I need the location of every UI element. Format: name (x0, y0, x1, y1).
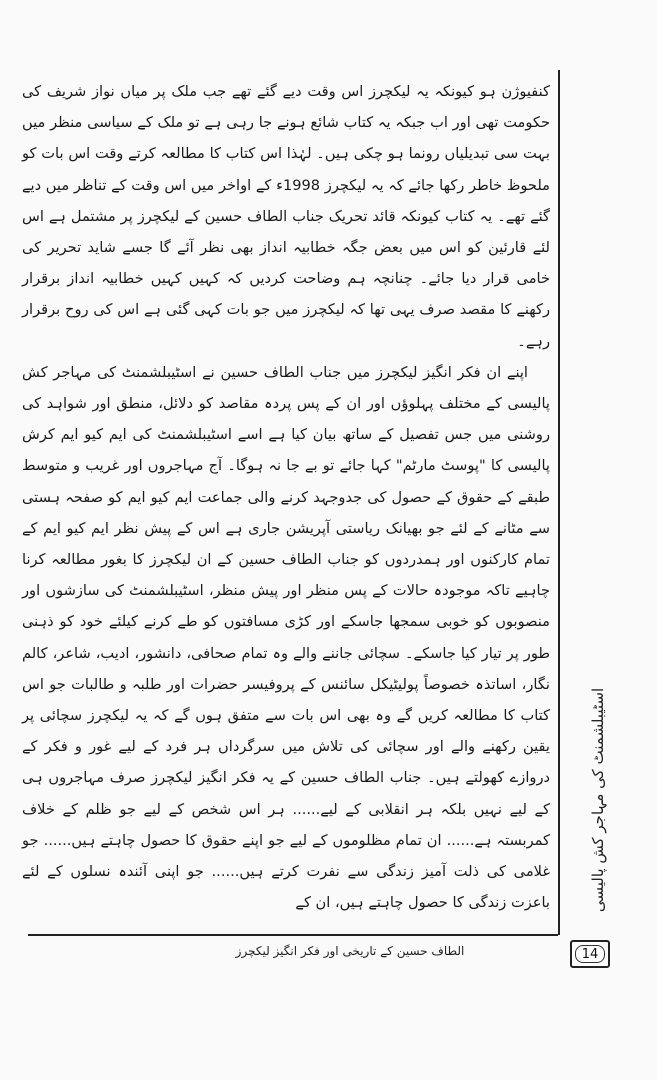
running-side-title: اسٹیبلشمنٹ کی مہاجر کش پالیسی (589, 687, 607, 913)
page-number: 14 (575, 945, 605, 963)
page-number-badge (570, 940, 610, 968)
running-footer-title: الطاف حسین کے تاریخی اور فکر انگیز لیکچرز (235, 944, 465, 958)
paragraph-1: کنفیوژن ہو کیونکہ یہ لیکچرز اس وقت دیے گئے تھے جب ملک پر میاں نواز شریف کی حکومت تھی اور اب جبکہ یہ کتاب شائع ہونے جا رہی ہے تو ملک کے سیاسی منظر میں بہت سی تبدیلیاں رونما ہو چکی ہیں۔ لہٰذا اس کتاب کا مطالعہ کرتے وقت اس بات کو ملحوظ خاطر رکھا جائے کہ یہ لیکچرز 1998ء کے اواخر میں اس وقت کے تناظر میں دیے گئے تھے۔ یہ کتاب کیونکہ قائد تحریک جناب الطاف حسین کے لیکچرز پر مشتمل ہے اس لئے قارئین کو اس میں بعض جگہ خطابیہ انداز بھی نظر آئے گا جسے شاید تحریر کی خامی قرار دیا جائے۔ چنانچہ ہم وضاحت کردیں کہ کہیں کہیں خطابیہ انداز برقرار رکھنے کا مقصد صرف یہی تھا کہ لیکچرز میں جو بات کہی گئی ہے اس کی روح برقرار رہے۔ (22, 83, 550, 350)
paragraph-2: اپنے ان فکر انگیز لیکچرز میں جناب الطاف حسین نے اسٹیبلشمنٹ کی مہاجر کش پالیسی کے مختلف پہلوؤں اور ان کے پس پردہ مقاصد کو دلائل، منطق اور شواہد کی روشنی میں جس تفصیل کے ساتھ بیان کیا ہے اسے اسٹیبلشمنٹ کی ایم کیو ایم کرش پالیسی کا "پوسٹ مارٹم" کہا جائے تو بے جا نہ ہوگا۔ آج مہاجروں اور غریب و متوسط طبقے کے حقوق کے حصول کی جدوجہد کرنے والی جماعت ایم کیو ایم کو صفحہ ہستی سے مٹانے کے لئے جو بھیانک ریاستی آپریشن جاری ہے اس کے پیش نظر ایم کیو ایم کے تمام کارکنوں اور ہمدردوں کو جناب الطاف حسین کے ان لیکچرز کا بغور مطالعہ کرنا چاہیے تاکہ موجودہ حالات کے پس منظر اور پیش منظر، اسٹیبلشمنٹ کی سازشوں اور منصوبوں کو خوبی سمجھا جاسکے اور کڑی مسافتوں کو طے کرنے کیلئے خود کو ذہنی طور پر تیار کیا جاسکے۔ سچائی جاننے والے وہ تمام صحافی، دانشور، ادیب، شاعر، کالم نگار، اساتذہ خصوصاً پولیٹیکل سائنس کے پروفیسر حضرات اور طلبہ و طالبات جو اس کتاب کا مطالعہ کریں گے وہ بھی اس بات سے متفق ہوں گے کہ یہ لیکچرز سچائی پر یقین رکھنے والے اور سچائی کی تلاش میں سرگرداں ہر فرد کے لیے غور و فکر کے دروازے کھولتے ہیں۔ جناب الطاف حسین کے یہ فکر انگیز لیکچرز صرف مہاجروں ہی کے لیے نہیں بلکہ ہر انقلابی کے لیے...... ہر اس شخص کے لیے جو ظلم کے خلاف کمربستہ ہے...... ان تمام مظلوموں کے لیے جو اپنے حقوق کا حصول چاہتے ہیں...... جو غلامی کی ذلت آمیز زندگی سے نفرت کرتے ہیں...... جو اپنی آئندہ نسلوں کے لئے باعزت زندگی کا حصول چاہتے ہیں، ان کے (22, 363, 550, 912)
body-text (22, 76, 550, 918)
margin-rule-vertical (558, 70, 560, 935)
footer-rule (28, 934, 558, 936)
